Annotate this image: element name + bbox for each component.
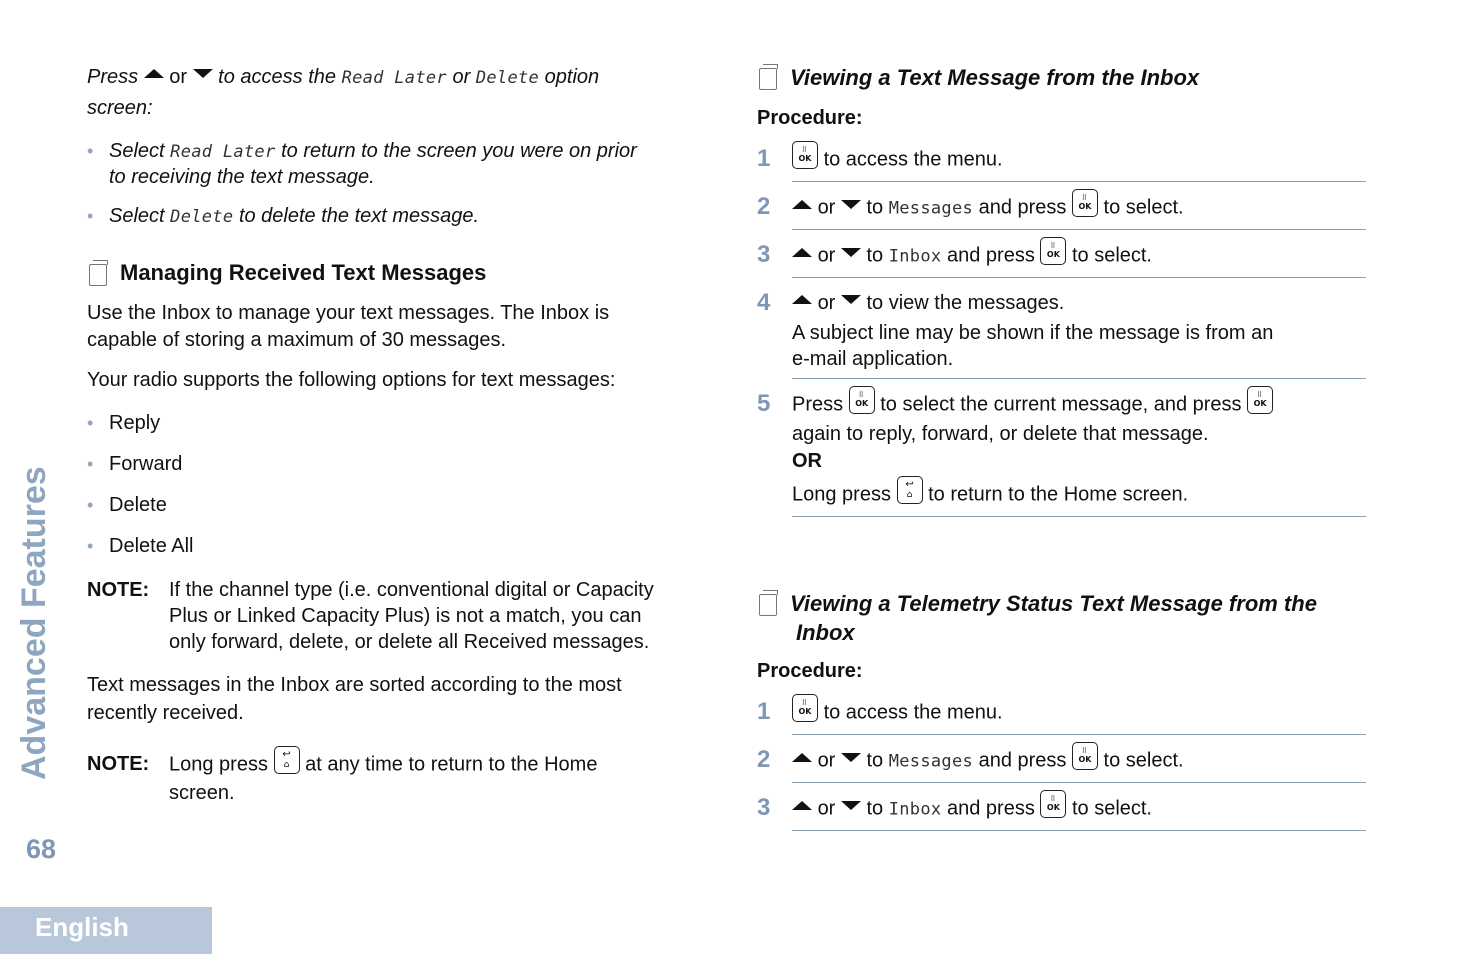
- bullet-dot: •: [87, 454, 94, 474]
- down-arrow-icon: [841, 200, 861, 209]
- step-divider: [792, 734, 1366, 735]
- step-2-text: [792, 194, 1184, 222]
- step-or: or: [817, 749, 836, 772]
- step-number: 3: [757, 241, 771, 268]
- step-or: or: [817, 292, 836, 314]
- procedure-label: Procedure:: [757, 660, 863, 682]
- language-label: English: [35, 912, 129, 942]
- page-number: 68: [26, 834, 57, 864]
- intro-or-2: or: [452, 66, 471, 88]
- code-inbox: Inbox: [888, 799, 942, 820]
- para-inbox-line1: Use the Inbox to manage your text messages. The Inbox is: [87, 302, 610, 324]
- note1-line1: If the channel type (i.e. conventional digital or Capacity: [169, 579, 654, 601]
- bullet-text: to delete the text message.: [238, 205, 480, 227]
- section-heading-managing: Managing Received Text Messages: [120, 260, 487, 285]
- step-3-text: [792, 242, 1152, 270]
- section-side-title: Advanced Features: [15, 466, 53, 780]
- para-inbox-line2: capable of storing a maximum of 30 messages.: [87, 329, 507, 351]
- step-text: to select.: [1103, 749, 1184, 772]
- note1-line3: only forward, delete, or delete all Received messages.: [169, 631, 650, 653]
- step-divider: [792, 782, 1366, 783]
- up-arrow-icon: [792, 753, 812, 762]
- step-text: to access the menu.: [823, 148, 1003, 171]
- tele-step-3-text: [792, 795, 1152, 823]
- step-divider: [792, 181, 1366, 182]
- para-sorted-line1: Text messages in the Inbox are sorted according to the most: [87, 674, 622, 696]
- code-messages: Messages: [888, 751, 974, 772]
- step-text: to select.: [1071, 797, 1152, 820]
- step-number: 1: [757, 145, 771, 172]
- step-text: to select the current message, and press: [880, 393, 1242, 416]
- step-5-text: [792, 391, 1273, 419]
- step-divider: [792, 830, 1366, 831]
- step-text: to select.: [1103, 196, 1184, 219]
- code-inbox: Inbox: [888, 246, 942, 267]
- intro-option: option: [544, 66, 600, 88]
- intro-to-access: to access the: [218, 66, 337, 88]
- ok-key-icon: ⠿ OK: [1247, 386, 1273, 414]
- step-divider: [792, 277, 1366, 278]
- option-forward: Forward: [109, 453, 183, 475]
- note2-line1: [169, 751, 597, 779]
- step-text: to return to the Home screen.: [928, 483, 1189, 506]
- note-label: NOTE:: [87, 579, 150, 601]
- step-and-press: and press: [978, 749, 1067, 772]
- bullet-dot: •: [87, 495, 94, 515]
- step-to: to: [866, 797, 884, 820]
- down-arrow-icon: [841, 295, 861, 304]
- step-to: to: [866, 244, 884, 267]
- option-reply: Reply: [109, 412, 161, 434]
- step-5-line4: [792, 481, 1188, 509]
- step-5-line2: again to reply, forward, or delete that message.: [792, 423, 1209, 445]
- step-number: 1: [757, 698, 771, 725]
- step-to: to: [866, 196, 884, 219]
- step-number: 4: [757, 289, 771, 316]
- step-or: or: [817, 244, 836, 267]
- step-or: or: [817, 196, 836, 219]
- bullet-delete: [109, 203, 479, 231]
- step-text: to view the messages.: [866, 292, 1065, 314]
- note2-post: at any time to return to the Home: [305, 753, 598, 776]
- up-arrow-icon: [792, 801, 812, 810]
- document-icon: [759, 68, 777, 90]
- down-arrow-icon: [193, 69, 213, 78]
- intro-screen: screen:: [87, 97, 153, 119]
- bullet-text: to return to the screen you were on prior: [281, 140, 637, 162]
- step-1-text: [792, 146, 1003, 174]
- step-number: 5: [757, 390, 771, 417]
- code-read-later: Read Later: [170, 142, 276, 162]
- step-and-press: and press: [946, 797, 1035, 820]
- ok-key-icon: ⠿ OK: [1040, 790, 1066, 818]
- procedure-label: Procedure:: [757, 107, 863, 129]
- down-arrow-icon: [841, 248, 861, 257]
- code-messages: Messages: [888, 198, 974, 219]
- option-delete: Delete: [109, 494, 167, 516]
- note2-pre: Long press: [169, 753, 268, 776]
- section-heading-telemetry-line1: Viewing a Telemetry Status Text Message from the: [790, 591, 1317, 616]
- note1-line2: Plus or Linked Capacity Plus) is not a match, you can: [169, 605, 642, 627]
- document-icon: [759, 594, 777, 616]
- step-divider: [792, 378, 1366, 379]
- tele-step-2-text: [792, 747, 1184, 775]
- ok-key-icon: ⠿ OK: [1040, 237, 1066, 265]
- bullet-dot: •: [87, 206, 94, 226]
- step-number: 3: [757, 794, 771, 821]
- step-text: to access the menu.: [823, 701, 1003, 724]
- code-read-later: Read Later: [341, 68, 447, 88]
- bullet-text: Select: [109, 205, 165, 227]
- ok-key-icon: ⠿ OK: [1072, 742, 1098, 770]
- step-5-or: OR: [792, 450, 822, 472]
- step-4-extra-line2: e-mail application.: [792, 348, 954, 370]
- home-back-key-icon: ↩ ⌂: [274, 746, 300, 774]
- section-heading-telemetry-line2: Inbox: [796, 620, 855, 645]
- ok-key-icon: ⠿ OK: [792, 141, 818, 169]
- up-arrow-icon: [144, 69, 164, 78]
- step-divider: [792, 229, 1366, 230]
- down-arrow-icon: [841, 753, 861, 762]
- step-and-press: and press: [946, 244, 1035, 267]
- step-number: 2: [757, 193, 771, 220]
- step-4-extra-line1: A subject line may be shown if the message is from an: [792, 322, 1274, 344]
- para-options: Your radio supports the following options for text messages:: [87, 369, 616, 391]
- ok-key-icon: ⠿ OK: [792, 694, 818, 722]
- note-label: NOTE:: [87, 753, 150, 775]
- step-press: Press: [792, 393, 844, 416]
- ok-key-icon: ⠿ OK: [849, 386, 875, 414]
- step-long-press: Long press: [792, 483, 891, 506]
- bullet-read-later: [109, 138, 709, 166]
- bullet-dot: •: [87, 536, 94, 556]
- intro-or: or: [169, 66, 188, 88]
- down-arrow-icon: [841, 801, 861, 810]
- step-and-press: and press: [978, 196, 1067, 219]
- bullet-text: Select: [109, 140, 165, 162]
- step-text: to select.: [1071, 244, 1152, 267]
- up-arrow-icon: [792, 248, 812, 257]
- note2-line2: screen.: [169, 782, 235, 804]
- bullet-read-later-line2: to receiving the text message.: [109, 166, 375, 188]
- home-back-key-icon: ↩ ⌂: [897, 476, 923, 504]
- step-divider: [792, 516, 1366, 517]
- code-delete: Delete: [170, 207, 234, 227]
- step-or: or: [817, 797, 836, 820]
- document-icon: [89, 264, 107, 286]
- tele-step-1-text: [792, 699, 1003, 727]
- bullet-dot: •: [87, 141, 94, 161]
- intro-press: Press: [87, 66, 139, 88]
- code-delete: Delete: [475, 68, 540, 88]
- step-4-text: [792, 290, 1064, 317]
- up-arrow-icon: [792, 295, 812, 304]
- bullet-dot: •: [87, 413, 94, 433]
- up-arrow-icon: [792, 200, 812, 209]
- section-heading-view-inbox: Viewing a Text Message from the Inbox: [790, 65, 1200, 90]
- step-to: to: [866, 749, 884, 772]
- intro-paragraph: [87, 64, 707, 92]
- ok-key-icon: ⠿ OK: [1072, 189, 1098, 217]
- step-number: 2: [757, 746, 771, 773]
- option-delete-all: Delete All: [109, 535, 194, 557]
- para-sorted-line2: recently received.: [87, 702, 244, 724]
